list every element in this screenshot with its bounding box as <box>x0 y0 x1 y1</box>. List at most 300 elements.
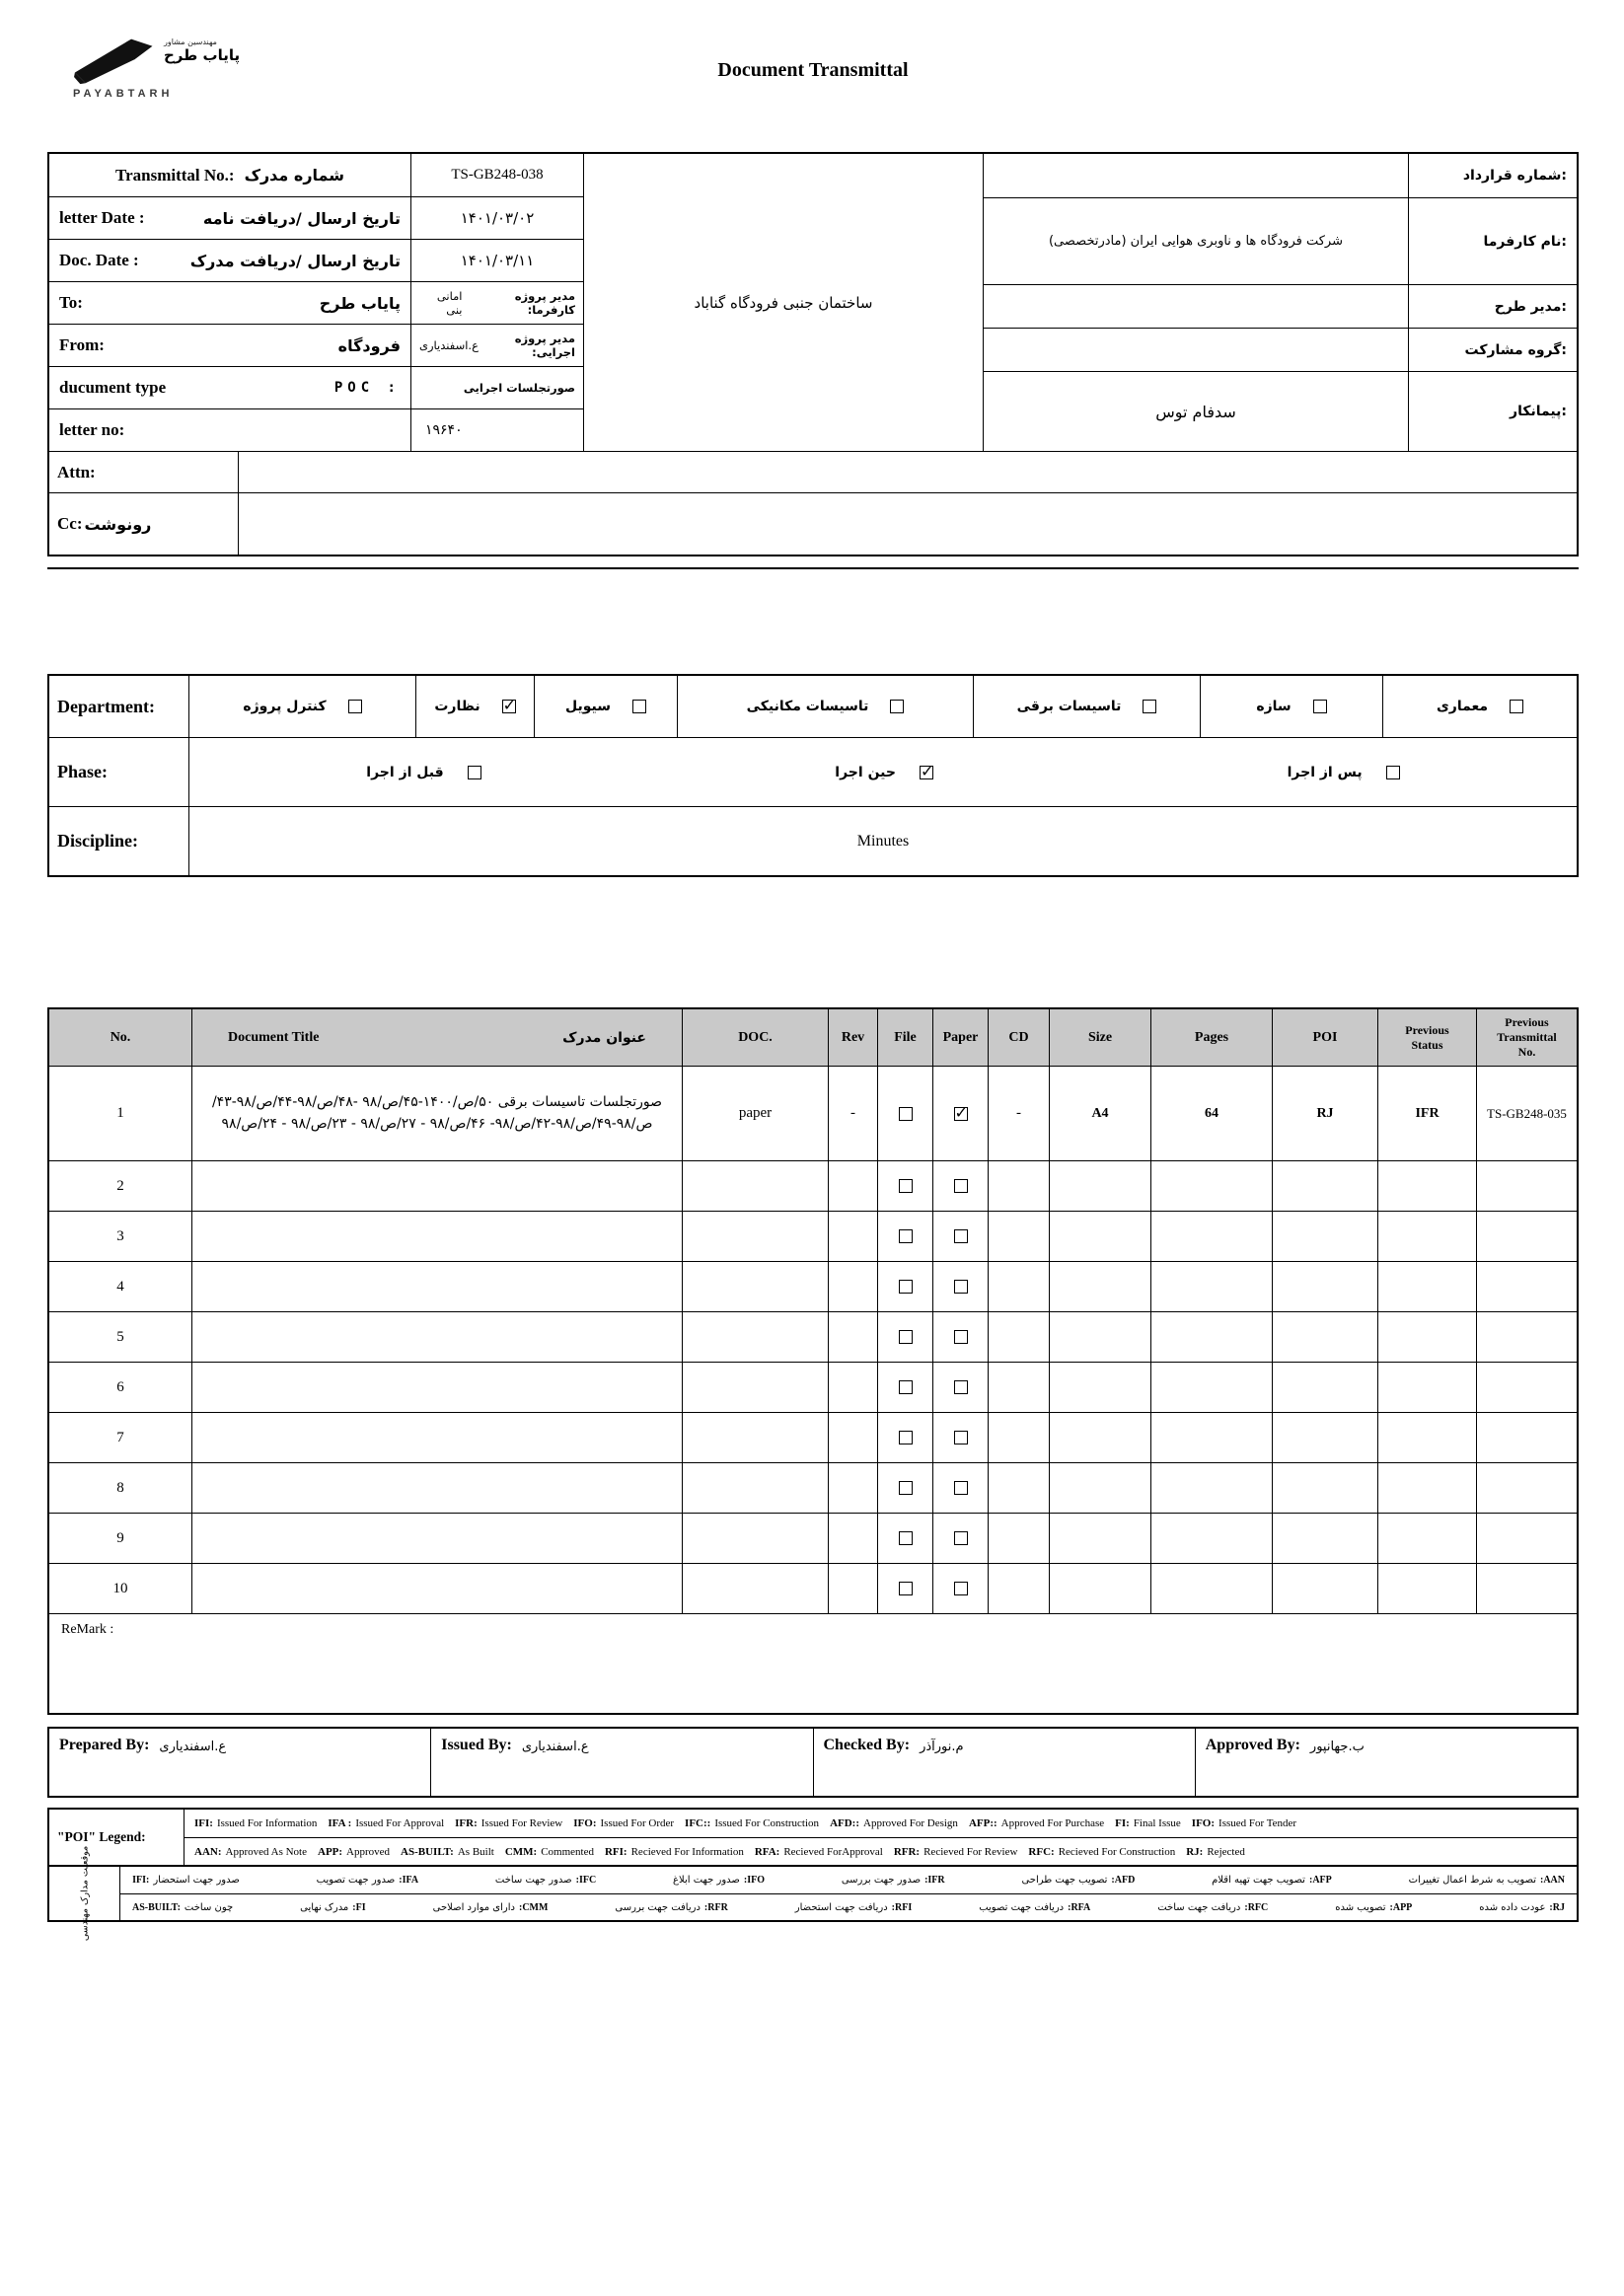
row-file-cell <box>878 1413 933 1462</box>
row-doc-type <box>683 1463 829 1513</box>
legend-entry <box>194 1817 317 1829</box>
department-checkbox[interactable] <box>1510 700 1523 713</box>
legend-entry-fa <box>317 1875 418 1886</box>
col-title-header <box>192 1009 683 1066</box>
row-prev-status <box>1378 1463 1477 1513</box>
row-size <box>1050 1262 1151 1311</box>
letter-no-row <box>49 408 583 451</box>
department-checkbox[interactable] <box>632 700 646 713</box>
department-checkbox[interactable] <box>1143 700 1156 713</box>
legend-abbr: RFC: <box>1028 1845 1055 1858</box>
legend-entry <box>969 1817 1104 1829</box>
legend-abbr: IFA : <box>328 1817 352 1829</box>
document-row <box>49 1212 1577 1262</box>
legend-abbr: RFR: <box>703 1901 728 1913</box>
row-prev-status <box>1378 1413 1477 1462</box>
letter-date-value: ۱۴۰۱/۰۳/۰۲ <box>460 209 535 227</box>
row-pages <box>1151 1463 1273 1513</box>
row-document-title <box>192 1463 683 1513</box>
row-document-title <box>192 1413 683 1462</box>
file-checkbox[interactable] <box>899 1582 913 1595</box>
row-paper-cell <box>933 1312 989 1362</box>
department-option-label: تاسیسات مکانیکی <box>746 699 869 714</box>
phase-checkbox[interactable] <box>468 766 481 779</box>
row-rev <box>829 1212 878 1261</box>
document-row <box>49 1514 1577 1564</box>
cc-label-en: Cc: <box>57 514 83 533</box>
row-no: 7 <box>49 1413 192 1462</box>
from-row <box>49 324 583 366</box>
legend-abbr: IFC: <box>575 1875 597 1886</box>
legend-text: Approved <box>346 1845 391 1858</box>
row-doc-type <box>683 1514 829 1563</box>
legend-abbr: FI: <box>352 1901 366 1913</box>
page-header <box>47 34 1579 152</box>
row-paper-cell <box>933 1564 989 1613</box>
classification-table <box>47 674 1579 877</box>
row-cd <box>989 1463 1050 1513</box>
legend-text: Issued For Information <box>216 1817 318 1829</box>
legend-abbr: CMM: <box>504 1845 538 1858</box>
paper-checkbox[interactable] <box>954 1330 968 1344</box>
discipline-value: Minutes <box>856 832 910 850</box>
row-paper-cell <box>933 1463 989 1513</box>
document-row <box>49 1262 1577 1312</box>
document-row <box>49 1161 1577 1212</box>
poi-legend <box>47 1808 1579 1942</box>
client-name-label: نام کارفرما: <box>1483 233 1567 250</box>
col-no-header: No. <box>49 1009 192 1066</box>
contractor-row <box>984 371 1577 451</box>
legend-text: Rejected <box>1207 1845 1245 1858</box>
legend-entry <box>455 1817 562 1829</box>
legend-entry <box>401 1846 494 1858</box>
row-pages <box>1151 1312 1273 1362</box>
legend-entry <box>505 1846 594 1858</box>
persian-legend-line-2 <box>120 1893 1577 1920</box>
file-checkbox[interactable] <box>899 1531 913 1545</box>
legend-text-fa: دریافت جهت استحضار <box>794 1901 888 1913</box>
legend-text: Commented <box>541 1845 594 1858</box>
row-pages <box>1151 1564 1273 1613</box>
logo-swoosh-icon <box>73 36 158 85</box>
transmittal-no-value: TS-GB248-038 <box>451 167 544 183</box>
signature-name: م.نورآذر <box>920 1740 964 1754</box>
legend-text-fa: تصویب به شرط اعمال تغییرات <box>1408 1875 1536 1886</box>
legend-abbr: RFC: <box>1244 1901 1269 1913</box>
exec-pm-label: مدیر پروژه اجرایی: <box>514 332 575 359</box>
documents-table-header <box>49 1009 1577 1067</box>
department-option <box>1383 676 1577 737</box>
document-type-code: POC : <box>333 380 401 396</box>
legend-abbr: AAN: <box>194 1845 222 1858</box>
legend-abbr: IFR: <box>455 1817 478 1829</box>
row-size <box>1050 1463 1151 1513</box>
partnership-group-label: گروه مشارکت: <box>1464 341 1567 358</box>
row-cd <box>989 1514 1050 1563</box>
paper-checkbox[interactable] <box>954 1531 968 1545</box>
department-checkbox[interactable] <box>1313 700 1327 713</box>
row-poi <box>1273 1262 1378 1311</box>
cc-row <box>49 493 1577 555</box>
row-pages <box>1151 1413 1273 1462</box>
design-manager-label: مدیر طرح: <box>1494 298 1567 315</box>
legend-text-fa: صدور جهت تصویب <box>316 1875 396 1886</box>
page-title: Document Transmittal <box>717 59 909 81</box>
partnership-group-value <box>984 329 1409 371</box>
legend-abbr: IFO: <box>1191 1817 1216 1829</box>
row-cd <box>989 1312 1050 1362</box>
remark-cell <box>49 1614 1577 1713</box>
exec-pm-value: ع.اسفندیاری <box>419 338 479 352</box>
document-type-label: ducument type <box>59 378 167 397</box>
document-row <box>49 1312 1577 1363</box>
row-rev <box>829 1514 878 1563</box>
legend-entry <box>328 1817 444 1829</box>
discipline-row <box>49 806 1577 875</box>
paper-checkbox[interactable] <box>954 1582 968 1595</box>
row-size <box>1050 1564 1151 1613</box>
row-file-cell <box>878 1212 933 1261</box>
row-prev-transmittal <box>1477 1312 1577 1362</box>
legend-abbr: IFI: <box>132 1875 150 1886</box>
row-prev-transmittal <box>1477 1363 1577 1412</box>
document-type-row <box>49 366 583 408</box>
phase-checkbox[interactable] <box>920 766 933 779</box>
document-row <box>49 1067 1577 1161</box>
legend-entry-fa <box>1335 1902 1412 1913</box>
department-checkbox[interactable] <box>348 700 362 713</box>
doc-date-label-fa: تاریخ ارسال /دریافت مدرک <box>189 251 401 270</box>
paper-checkbox[interactable] <box>954 1179 968 1193</box>
legend-entry <box>1186 1846 1245 1858</box>
signature-label: Issued By: <box>441 1737 512 1753</box>
row-size <box>1050 1161 1151 1211</box>
legend-entry-fa <box>1157 1902 1268 1913</box>
logo-tagline-fa: مهندسین مشاور <box>164 37 217 46</box>
legend-entry <box>605 1846 744 1858</box>
row-size <box>1050 1514 1151 1563</box>
legend-abbr: RFA: <box>1068 1901 1091 1913</box>
legend-abbr: AFP: <box>1308 1875 1332 1886</box>
col-title-en: Document Title <box>228 1029 320 1045</box>
legend-entry-fa <box>673 1875 765 1886</box>
legend-entry-fa <box>132 1875 240 1886</box>
legend-text: Approved For Purchase <box>1000 1817 1105 1829</box>
row-paper-cell <box>933 1067 989 1160</box>
row-file-cell <box>878 1363 933 1412</box>
legend-text: Issued For Tender <box>1218 1817 1297 1829</box>
row-prev-transmittal: TS-GB248-035 <box>1487 1105 1567 1121</box>
discipline-label: Discipline: <box>57 831 139 851</box>
from-label: From: <box>59 335 105 354</box>
legend-entry <box>755 1846 883 1858</box>
paper-checkbox[interactable] <box>954 1280 968 1294</box>
letter-date-label-fa: تاریخ ارسال /دریافت نامه <box>202 208 401 228</box>
department-checkbox[interactable] <box>502 700 516 713</box>
row-cd <box>989 1161 1050 1211</box>
transmittal-no-label-en: Transmittal No.: <box>115 165 235 185</box>
persian-legend-line-1 <box>120 1867 1577 1893</box>
row-no: 3 <box>49 1212 192 1261</box>
legend-abbr: AS-BUILT: <box>132 1901 181 1913</box>
row-prev-transmittal <box>1477 1262 1577 1311</box>
row-doc-type <box>683 1564 829 1613</box>
row-cd <box>989 1413 1050 1462</box>
department-option-label: معماری <box>1436 699 1489 714</box>
legend-entry <box>573 1817 674 1829</box>
poi-legend-line-2 <box>185 1837 1577 1865</box>
row-doc-type <box>683 1312 829 1362</box>
row-document-title <box>192 1212 683 1261</box>
transmittal-info-table <box>47 152 1579 556</box>
row-prev-status <box>1378 1212 1477 1261</box>
row-paper-cell <box>933 1212 989 1261</box>
legend-abbr: IFO: <box>573 1817 597 1829</box>
row-cd <box>989 1363 1050 1412</box>
contract-no-row <box>984 154 1577 197</box>
phase-options <box>189 738 1577 806</box>
row-doc-type <box>683 1262 829 1311</box>
contract-no-value <box>984 154 1409 197</box>
doc-date-value: ۱۴۰۱/۰۳/۱۱ <box>460 252 535 269</box>
cc-label-fa: رونوشت <box>84 514 152 534</box>
phase-checkbox[interactable] <box>1386 766 1400 779</box>
legend-abbr: RJ: <box>1186 1845 1204 1858</box>
paper-checkbox[interactable] <box>954 1481 968 1495</box>
legend-entry-fa <box>1409 1875 1565 1886</box>
signature-label: Approved By: <box>1205 1737 1300 1753</box>
doc-date-label-en: Doc. Date : <box>59 251 139 269</box>
department-option <box>678 676 974 737</box>
department-checkbox[interactable] <box>890 700 904 713</box>
contract-no-label: شماره قرارداد: <box>1462 168 1567 184</box>
legend-abbr: RFI: <box>891 1901 913 1913</box>
document-row <box>49 1463 1577 1514</box>
file-checkbox[interactable] <box>899 1431 913 1444</box>
legend-entry <box>830 1817 958 1829</box>
legend-abbr: IFR: <box>924 1875 945 1886</box>
department-option-label: کنترل پروژه <box>243 699 327 714</box>
col-paper-header: Paper <box>933 1009 989 1066</box>
legend-abbr: AFD: <box>1111 1875 1136 1886</box>
legend-text: Issued For Approval <box>355 1817 445 1829</box>
file-checkbox[interactable] <box>899 1481 913 1495</box>
attn-label: Attn: <box>57 462 96 481</box>
row-no: 6 <box>49 1363 192 1412</box>
col-doc-header: DOC. <box>683 1009 829 1066</box>
row-rev <box>829 1413 878 1462</box>
department-option-label: سازه <box>1256 699 1292 714</box>
signature-name: ع.اسفندیاری <box>159 1740 227 1754</box>
legend-abbr: FI: <box>1115 1817 1130 1829</box>
row-paper-cell <box>933 1413 989 1462</box>
row-document-title <box>192 1564 683 1613</box>
paper-checkbox[interactable] <box>954 1107 968 1121</box>
row-file-cell <box>878 1262 933 1311</box>
row-prev-status <box>1378 1312 1477 1362</box>
letter-date-row <box>49 196 583 239</box>
legend-entry-fa <box>1479 1902 1565 1913</box>
contractor-label: پیمانکار: <box>1510 404 1567 419</box>
row-file-cell <box>878 1564 933 1613</box>
row-rev <box>829 1564 878 1613</box>
phase-option <box>366 765 480 780</box>
document-row <box>49 1413 1577 1463</box>
client-name-value: شرکت فرودگاه ها و ناوبری هوایی ایران (مادرتخصصی) <box>1048 234 1343 249</box>
row-doc-type <box>683 1161 829 1211</box>
row-prev-transmittal <box>1477 1564 1577 1613</box>
legend-entry-fa <box>1021 1875 1135 1886</box>
legend-abbr: AFP:: <box>968 1817 997 1829</box>
col-rev-header: Rev <box>829 1009 878 1066</box>
company-logo <box>73 36 270 100</box>
attn-value <box>239 452 1577 492</box>
legend-entry-fa <box>1212 1875 1332 1886</box>
legend-abbr: APP: <box>1389 1901 1413 1913</box>
legend-entry <box>194 1846 307 1858</box>
legend-abbr: AS-BUILT: <box>401 1845 454 1858</box>
legend-abbr: RFR: <box>893 1845 921 1858</box>
row-rev <box>829 1161 878 1211</box>
legend-entry-fa <box>495 1875 596 1886</box>
row-poi <box>1273 1463 1378 1513</box>
transmittal-no-row <box>49 154 583 196</box>
row-size <box>1050 1212 1151 1261</box>
row-prev-transmittal <box>1477 1161 1577 1211</box>
file-checkbox[interactable] <box>899 1330 913 1344</box>
row-pages <box>1151 1363 1273 1412</box>
legend-text-fa: عودت داده شده <box>1479 1901 1546 1913</box>
legend-entry <box>1192 1817 1296 1829</box>
attn-row <box>49 452 1577 493</box>
row-prev-status <box>1378 1262 1477 1311</box>
row-pages: 64 <box>1151 1067 1273 1160</box>
col-size-header: Size <box>1050 1009 1151 1066</box>
row-prev-status <box>1378 1514 1477 1563</box>
legend-text-fa: تصویب شده <box>1335 1901 1386 1913</box>
legend-abbr: RFA: <box>754 1845 780 1858</box>
file-checkbox[interactable] <box>899 1229 913 1243</box>
paper-checkbox[interactable] <box>954 1229 968 1243</box>
to-label: To: <box>59 293 83 312</box>
signature-cell <box>431 1729 813 1796</box>
legend-abbr: RFI: <box>604 1845 627 1858</box>
paper-checkbox[interactable] <box>954 1431 968 1444</box>
legend-text-fa: صدور جهت ساخت <box>494 1875 572 1886</box>
legend-abbr: IFA: <box>399 1875 419 1886</box>
document-type-value: صورتجلسات اجرایی <box>463 381 575 395</box>
row-rev <box>829 1363 878 1412</box>
row-cd <box>989 1564 1050 1613</box>
department-options <box>189 676 1577 737</box>
department-option-label: نظارت <box>434 699 480 714</box>
letter-no-label: letter no: <box>59 420 125 439</box>
legend-abbr: IFI: <box>194 1817 213 1829</box>
document-row <box>49 1564 1577 1614</box>
legend-text-fa: صدور جهت بررسی <box>841 1875 922 1886</box>
row-poi <box>1273 1161 1378 1211</box>
legend-text: Issued For Review <box>480 1817 563 1829</box>
legend-entry <box>1028 1846 1175 1858</box>
legend-text: Recieved For Information <box>630 1845 744 1858</box>
legend-text-fa: تصویب جهت تهیه اقلام <box>1212 1875 1305 1886</box>
file-checkbox[interactable] <box>899 1179 913 1193</box>
signature-cell <box>814 1729 1196 1796</box>
row-prev-transmittal <box>1477 1212 1577 1261</box>
legend-entry-fa <box>132 1902 233 1913</box>
file-checkbox[interactable] <box>899 1380 913 1394</box>
file-checkbox[interactable] <box>899 1107 913 1121</box>
documents-table <box>47 1007 1579 1715</box>
row-prev-status <box>1378 1564 1477 1613</box>
row-no: 1 <box>49 1067 192 1160</box>
row-no: 8 <box>49 1463 192 1513</box>
phase-option-label: حین اجرا <box>835 764 896 780</box>
department-label: Department: <box>57 696 155 716</box>
file-checkbox[interactable] <box>899 1280 913 1294</box>
col-pages-header: Pages <box>1151 1009 1273 1066</box>
row-pages <box>1151 1262 1273 1311</box>
phase-label: Phase: <box>57 762 108 781</box>
row-size: A4 <box>1050 1067 1151 1160</box>
row-file-cell <box>878 1161 933 1211</box>
row-poi <box>1273 1212 1378 1261</box>
department-option-label: سیویل <box>564 699 611 714</box>
legend-text: As Built <box>457 1845 494 1858</box>
row-file-cell <box>878 1067 933 1160</box>
client-pm-label: مدیر پروژه کارفرما: <box>514 289 575 317</box>
legend-text-fa: مدرک نهایی <box>300 1901 349 1913</box>
letter-no-value: ۱۹۶۴۰ <box>425 422 463 438</box>
legend-abbr: AFD:: <box>830 1817 859 1829</box>
row-prev-status: IFR <box>1378 1067 1477 1160</box>
row-no: 5 <box>49 1312 192 1362</box>
phase-option-label: قبل از اجرا <box>366 764 444 780</box>
row-size <box>1050 1413 1151 1462</box>
col-prev-transmittal-header: Previous Transmittal No. <box>1497 1015 1557 1059</box>
row-document-title <box>192 1363 683 1412</box>
legend-abbr: IFO: <box>743 1875 766 1886</box>
row-no: 2 <box>49 1161 192 1211</box>
partnership-group-row <box>984 328 1577 371</box>
row-poi <box>1273 1564 1378 1613</box>
row-prev-transmittal <box>1477 1514 1577 1563</box>
row-rev <box>829 1262 878 1311</box>
row-cd <box>989 1262 1050 1311</box>
contractor-value: سدفام توس <box>1155 402 1236 421</box>
legend-entry-fa <box>979 1902 1090 1913</box>
legend-text: Issued For Order <box>600 1817 675 1829</box>
divider-line <box>47 567 1579 569</box>
to-value: پایاب طرح <box>319 293 401 313</box>
legend-text: Approved As Note <box>225 1845 307 1858</box>
legend-abbr: APP: <box>318 1845 343 1858</box>
department-option <box>1201 676 1383 737</box>
legend-entry-fa <box>795 1902 912 1913</box>
row-poi <box>1273 1312 1378 1362</box>
client-pm-value: امانی بنی <box>436 289 463 317</box>
legend-text: Issued For Construction <box>714 1817 820 1829</box>
row-rev <box>829 1463 878 1513</box>
row-file-cell <box>878 1312 933 1362</box>
col-poi-header: POI <box>1273 1009 1378 1066</box>
phase-option <box>835 765 933 780</box>
row-rev <box>829 1312 878 1362</box>
department-option-label: تاسیسات برقی <box>1016 699 1122 714</box>
paper-checkbox[interactable] <box>954 1380 968 1394</box>
legend-entry-fa <box>433 1902 549 1913</box>
